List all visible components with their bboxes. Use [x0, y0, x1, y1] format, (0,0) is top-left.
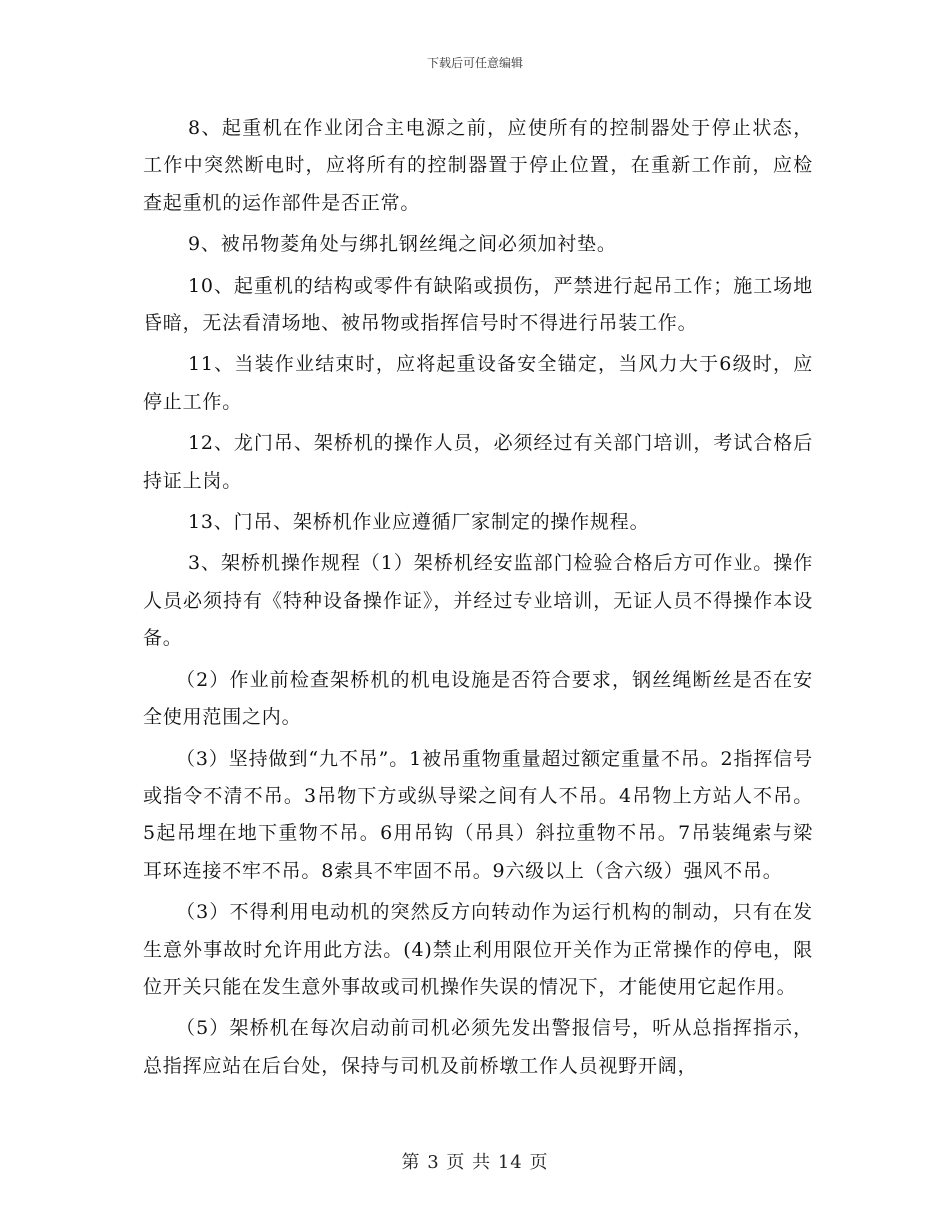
paragraph-13: 13、门吊、架桥机作业应遵循厂家制定的操作规程。	[188, 511, 650, 534]
paragraph-8: 8、起重机在作业闭合主电源之前，应使所有的控制器处于停止状态，工作中突然断电时，应将所有的控制器置于停止位置，在重新工作前，应检查起重机的运作部件是否正常。	[143, 117, 813, 214]
page-header: 下载后可任意编辑	[426, 56, 523, 70]
paragraph-item-5: （5）架桥机在每次启动前司机必须先发出警报信号，听从总指挥指示，总指挥应站在后台处，保持与司机及前桥墩工作人员视野开阔，	[143, 1017, 813, 1077]
paragraph-section-3: 3、架桥机操作规程（1）架桥机经安监部门检验合格后方可作业。操作人员必须持有《特种设备操作证》，并经过专业培训，无证人员不得操作本设备。	[143, 552, 813, 650]
paragraph-11: 11、当装作业结束时，应将起重设备安全锚定，当风力大于6级时，应停止工作。	[143, 353, 813, 413]
paragraph-12: 12、龙门吊、架桥机的操作人员，必须经过有关部门培训，考试合格后持证上岗。	[143, 432, 813, 492]
paragraph-item-2: （2）作业前检查架桥机的机电设施是否符合要求，钢丝绳断丝是否在安全使用范围之内。	[143, 668, 813, 729]
paragraph-item-3-nine-rules: （3）坚持做到“九不吊”。1被吊重物重量超过额定重量不吊。2指挥信号或指令不清不吊。3吊物下方或纵导梁之间有人不吊。4吊物上方站人不吊。5起吊埋在地下重物不吊。6用吊钩（吊具）斜拉重物不吊。7吊装绳索与梁耳环连接不牢不吊。8索具不牢固不吊。9六级以上（含六级）强风不吊。	[143, 747, 813, 882]
document-body	[143, 110, 813, 1089]
paragraph-9: 9、被吊物菱角处与绑扎钢丝绳之间必须加衬垫。	[188, 233, 617, 256]
paragraph-10: 10、起重机的结构或零件有缺陷或损伤，严禁进行起吊工作；施工场地昏暗，无法看清场地、被吊物或指挥信号时不得进行吊装工作。	[143, 274, 813, 335]
paragraph-item-3-4-motor: （3）不得利用电动机的突然反方向转动作为运行机构的制动，只有在发生意外事故时允许用此方法。(4)禁止利用限位开关作为正常操作的停电，限位开关只能在发生意外事故或司机操作失误的情况下，才能使用它起作用。	[143, 901, 813, 998]
page-footer: 第 3 页 共 14 页	[401, 1152, 549, 1173]
